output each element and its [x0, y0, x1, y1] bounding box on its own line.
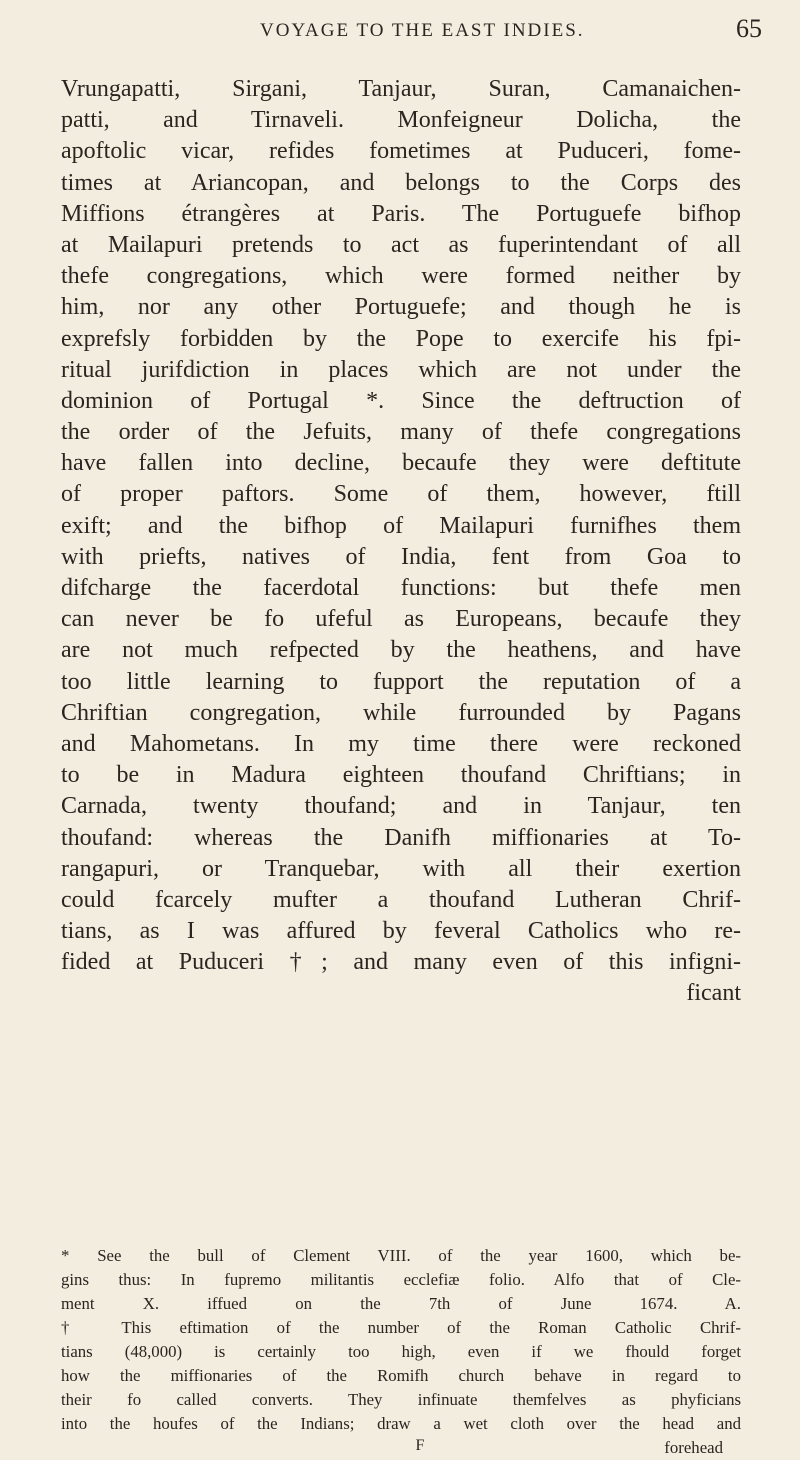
footnote-line: their fo called converts. They infinuate themfelves as phyficians: [61, 1390, 741, 1409]
body-line: are not much refpected by the heathens, and have: [61, 637, 741, 664]
body-line: of proper paftors. Some of them, however, ftill: [61, 481, 741, 508]
body-line: exprefsly forbidden by the Pope to exercife his fpi-: [61, 325, 741, 352]
body-line: rangapuri, or Tranquebar, with all their exertion: [61, 855, 741, 882]
body-line: thefe congregations, which were formed neither by: [61, 263, 741, 290]
body-line: patti, and Tirnaveli. Monfeigneur Dolicha, the: [61, 107, 741, 134]
body-line: the order of the Jefuits, many of thefe congregations: [61, 419, 741, 446]
footnote-line: ment X. iffued on the 7th of June 1674. A.: [61, 1294, 741, 1313]
body-line: dominion of Portugal *. Since the deftruction of: [61, 387, 741, 414]
page-number: 65: [736, 14, 762, 43]
body-line: at Mailapuri pretends to act as fuperintendant of all: [61, 231, 741, 258]
body-line: him, nor any other Portuguefe; and though he is: [61, 294, 741, 321]
body-line: and Mahometans. In my time there were reckoned: [61, 730, 741, 757]
body-line: thoufand: whereas the Danifh miffionaries at To-: [61, 824, 741, 851]
footnote-line: forehead: [664, 1438, 723, 1457]
body-line: Carnada, twenty thoufand; and in Tanjaur, ten: [61, 793, 741, 820]
signature-mark: F: [415, 1437, 425, 1454]
footnote-line: † This eftimation of the number of the Roman Catholic Chrif-: [61, 1318, 741, 1337]
body-line: times at Ariancopan, and belongs to the Corps des: [61, 169, 741, 196]
body-line: to be in Madura eighteen thoufand Chriftians; in: [61, 762, 741, 789]
body-line: could fcarcely mufter a thoufand Lutheran Chrif-: [61, 886, 741, 913]
body-line: difcharge the facerdotal functions: but thefe men: [61, 575, 741, 601]
body-line: exift; and the bifhop of Mailapuri furnifhes them: [61, 512, 741, 539]
body-line: Chriftian congregation, while furrounded by Pagans: [61, 699, 741, 726]
footnote-line: tians (48,000) is certainly too high, even if we fhould forget: [61, 1342, 741, 1361]
footnote-line: * See the bull of Clement VIII. of the year 1600, which be-: [61, 1246, 741, 1265]
body-text: [61, 74, 741, 1010]
footnote-line: into the houfes of the Indians; draw a wet cloth over the head and: [61, 1414, 741, 1433]
body-line: ritual jurifdiction in places which are not under the: [61, 356, 741, 383]
page-header: [232, 14, 772, 48]
body-line: too little learning to fupport the reputation of a: [61, 668, 741, 695]
footnotes: [61, 1244, 741, 1460]
body-line: ficant: [686, 980, 741, 1007]
body-line: tians, as I was affured by feveral Catholics who re-: [61, 918, 741, 945]
footnote-line: gins thus: In fupremo militantis ecclefiæ folio. Alfo that of Cle-: [61, 1270, 741, 1289]
body-line: apoftolic vicar, refides fometimes at Puduceri, fome-: [61, 138, 741, 165]
body-line: Miffions étrangères at Paris. The Portuguefe bifhop: [61, 200, 741, 227]
body-line: can never be fo ufeful as Europeans, becaufe they: [61, 606, 741, 633]
running-head: VOYAGE TO THE EAST INDIES.: [260, 20, 585, 41]
body-line: fided at Puduceri †; and many even of this infigni-: [61, 949, 741, 976]
body-line: Vrungapatti, Sirgani, Tanjaur, Suran, Camanaichen-: [61, 76, 741, 102]
footnote-line: how the miffionaries of the Romifh church behave in regard to: [61, 1366, 741, 1385]
body-line: with priefts, natives of India, fent from Goa to: [61, 543, 741, 570]
body-line: have fallen into decline, becaufe they were deftitute: [61, 450, 741, 477]
